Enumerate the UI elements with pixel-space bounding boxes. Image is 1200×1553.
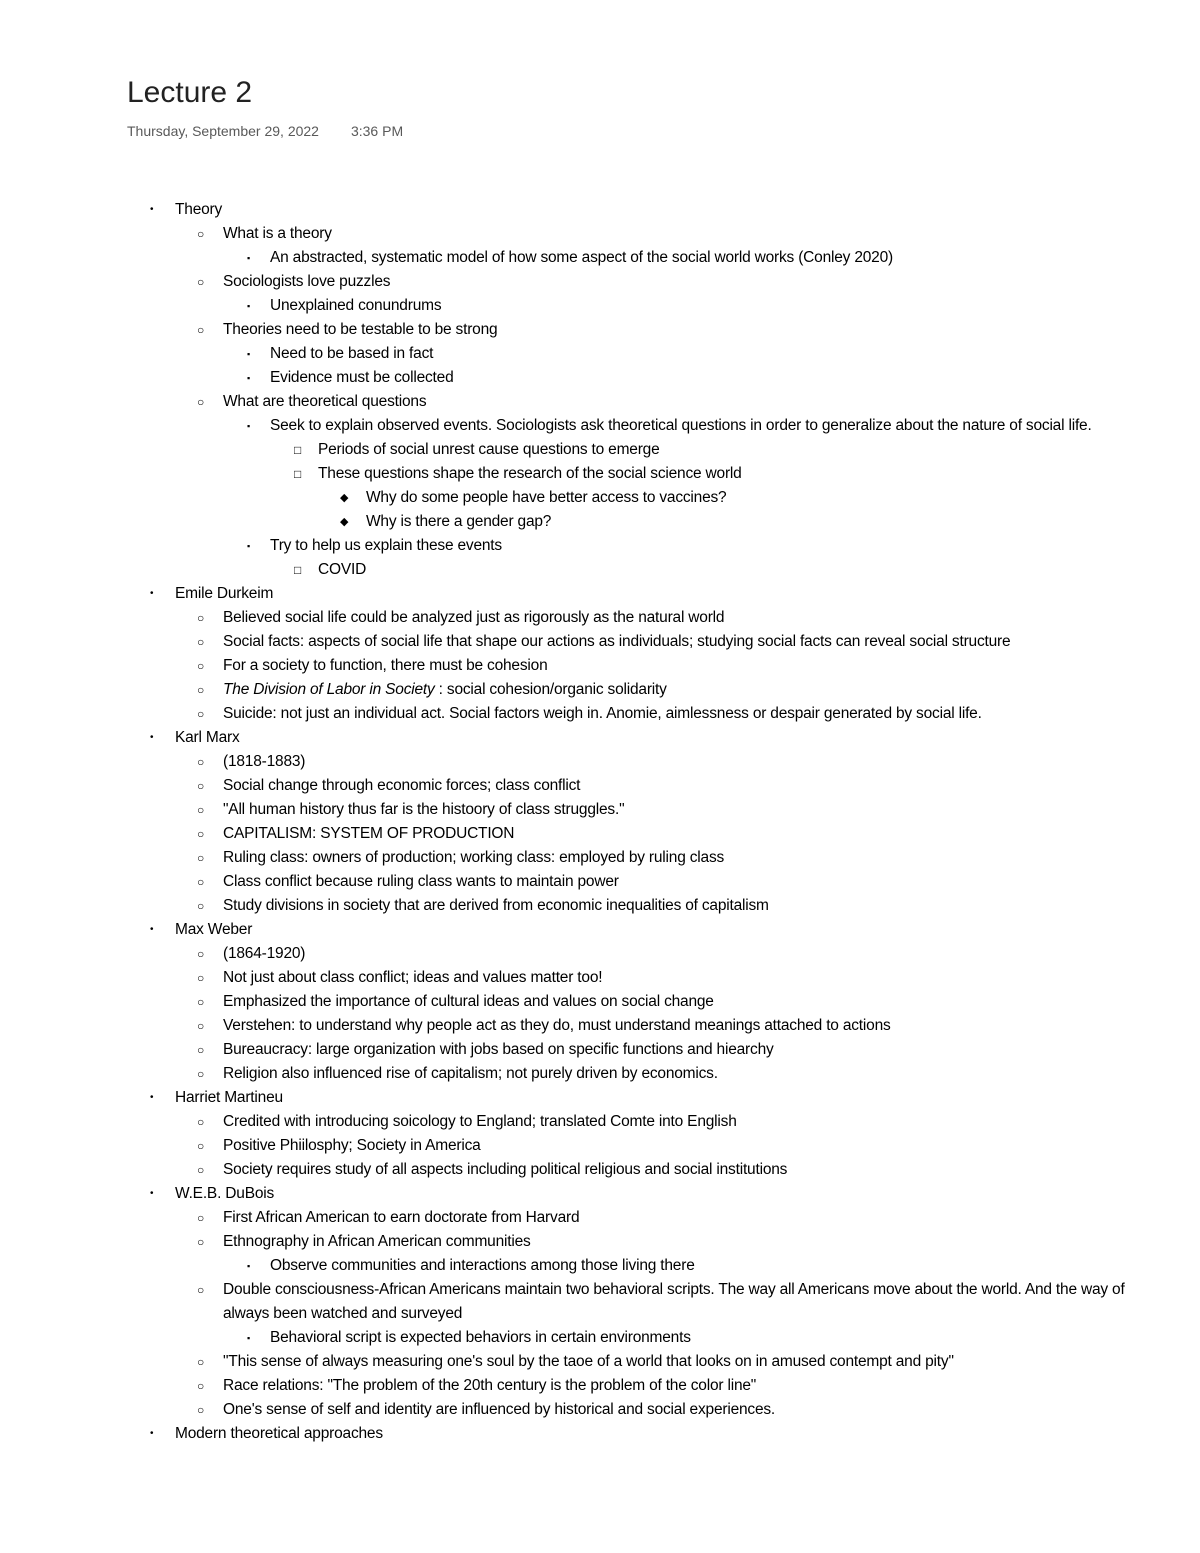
- outline-item-text: One's sense of self and identity are influenced by historical and social experiences.: [223, 1401, 776, 1418]
- bullet-icon: ○: [197, 1019, 205, 1033]
- outline-item: [0, 1110, 1200, 1134]
- outline-item: [0, 534, 1200, 558]
- bullet-icon: ◆: [340, 492, 349, 504]
- outline-item: [0, 750, 1200, 774]
- outline-item-text: Credited with introducing soicology to England; translated Comte into English: [223, 1113, 737, 1130]
- bullet-icon: ○: [197, 971, 205, 985]
- outline-item: [0, 1158, 1200, 1182]
- bullet-icon: ○: [197, 683, 205, 697]
- outline-item-text: Periods of social unrest cause questions to emerge: [318, 441, 660, 458]
- outline-item-text: Social facts: aspects of social life that shape our actions as individuals; studying social facts can reveal social structure: [223, 633, 1011, 650]
- bullet-icon: ○: [197, 1355, 205, 1369]
- outline-item-text: Bureaucracy: large organization with jobs based on specific functions and hiearchy: [223, 1041, 774, 1058]
- outline-item-text: Seek to explain observed events. Sociologists ask theoretical questions in order to generalize about the nature of social life.: [270, 417, 1092, 434]
- bullet-icon: ○: [197, 755, 205, 769]
- outline-item-text: Observe communities and interactions among those living there: [270, 1257, 695, 1274]
- outline-item: [0, 1062, 1200, 1086]
- outline-item-text: Ethnography in African American communities: [223, 1233, 531, 1250]
- bullet-icon: ○: [197, 1235, 205, 1249]
- bullet-icon: ▪: [247, 253, 250, 263]
- outline-item-text: Behavioral script is expected behaviors in certain environments: [270, 1329, 691, 1346]
- outline-item: [0, 414, 1165, 438]
- outline-item-text: Not just about class conflict; ideas and values matter too!: [223, 969, 603, 986]
- bullet-icon: ○: [197, 779, 205, 793]
- bullet-icon: ▪: [247, 541, 250, 551]
- outline-item-text: Max Weber: [175, 921, 253, 938]
- outline-item: [0, 1398, 1200, 1422]
- bullet-icon: ○: [197, 1163, 205, 1177]
- outline-item: [0, 1230, 1200, 1254]
- outline-item: [0, 390, 1200, 414]
- outline-item: [0, 630, 1200, 654]
- bullet-icon: •: [150, 732, 154, 743]
- outline-item: [0, 702, 1200, 726]
- outline-item-text: Society requires study of all aspects including political religious and social institutions: [223, 1161, 788, 1178]
- outline-item-text: "All human history thus far is the histoory of class struggles.": [223, 801, 625, 818]
- outline-item-text: Emphasized the importance of cultural ideas and values on social change: [223, 993, 714, 1010]
- bullet-icon: ○: [197, 611, 205, 625]
- bullet-icon: ○: [197, 659, 205, 673]
- outline-item: [0, 1038, 1200, 1062]
- bullet-icon: ○: [197, 947, 205, 961]
- outline-item: [0, 438, 1200, 462]
- outline-item-text: Emile Durkeim: [175, 585, 274, 602]
- outline-item: [0, 606, 1200, 630]
- outline-item: [0, 942, 1200, 966]
- bullet-icon: ▪: [247, 301, 250, 311]
- outline-item: [0, 822, 1200, 846]
- bullet-icon: ○: [197, 635, 205, 649]
- bullet-icon: ○: [197, 1115, 205, 1129]
- outline-item-text: Race relations: "The problem of the 20th century is the problem of the color line": [223, 1377, 757, 1394]
- bullet-icon: ◆: [340, 516, 349, 528]
- outline-item: [0, 1374, 1200, 1398]
- bullet-icon: ○: [197, 1283, 205, 1297]
- outline-item: [0, 1182, 1200, 1206]
- bullet-icon: •: [150, 588, 154, 599]
- outline-item: [0, 558, 1200, 582]
- bullet-icon: □: [294, 563, 302, 577]
- note-outline: [0, 198, 1200, 1446]
- outline-item: [0, 318, 1200, 342]
- outline-item-text: What are theoretical questions: [223, 393, 427, 410]
- bullet-icon: •: [150, 1092, 154, 1103]
- outline-item-text: The Division of Labor in Society : social cohesion/organic solidarity: [223, 681, 667, 698]
- outline-item: [0, 1422, 1200, 1446]
- outline-item: [0, 870, 1200, 894]
- bullet-icon: ○: [197, 1211, 205, 1225]
- outline-item-text: Religion also influenced rise of capitalism; not purely driven by economics.: [223, 1065, 718, 1082]
- outline-item-text: Try to help us explain these events: [270, 537, 502, 554]
- outline-item-text: Theory: [175, 201, 223, 218]
- outline-item-text: Unexplained conundrums: [270, 297, 442, 314]
- outline-item: [0, 1278, 1173, 1326]
- outline-item-text: Evidence must be collected: [270, 369, 454, 386]
- bullet-icon: •: [150, 924, 154, 935]
- outline-item: [0, 1326, 1200, 1350]
- outline-item: [0, 1014, 1200, 1038]
- outline-item-text: These questions shape the research of the social science world: [318, 465, 742, 482]
- outline-item-text: For a society to function, there must be cohesion: [223, 657, 548, 674]
- outline-item: [0, 774, 1200, 798]
- bullet-icon: •: [150, 1188, 154, 1199]
- bullet-icon: ○: [197, 1379, 205, 1393]
- bullet-icon: ▪: [247, 349, 250, 359]
- bullet-icon: ○: [197, 803, 205, 817]
- bullet-icon: ○: [197, 323, 205, 337]
- bullet-icon: □: [294, 443, 302, 457]
- bullet-icon: ○: [197, 995, 205, 1009]
- outline-item-text: Modern theoretical approaches: [175, 1425, 383, 1442]
- outline-item: [0, 222, 1200, 246]
- bullet-icon: •: [150, 1428, 154, 1439]
- note-metadata: [127, 121, 403, 141]
- bullet-icon: ○: [197, 1139, 205, 1153]
- outline-item: [0, 1350, 1200, 1374]
- outline-item-text: Verstehen: to understand why people act as they do, must understand meanings attached to actions: [223, 1017, 891, 1034]
- note-time: 3:36 PM: [350, 123, 404, 139]
- outline-item-text: Believed social life could be analyzed just as rigorously as the natural world: [223, 609, 725, 626]
- outline-item: [0, 582, 1200, 606]
- outline-item: [0, 294, 1200, 318]
- bullet-icon: ○: [197, 827, 205, 841]
- outline-item-text: W.E.B. DuBois: [175, 1185, 275, 1202]
- bullet-icon: ○: [197, 899, 205, 913]
- bullet-icon: □: [294, 467, 302, 481]
- bullet-icon: ○: [197, 1067, 205, 1081]
- outline-item-text: What is a theory: [223, 225, 332, 242]
- bullet-icon: ▪: [247, 421, 250, 431]
- outline-item: [0, 462, 1200, 486]
- bullet-icon: ○: [197, 851, 205, 865]
- outline-item-text: Sociologists love puzzles: [223, 273, 391, 290]
- bullet-icon: ○: [197, 707, 205, 721]
- bullet-icon: ○: [197, 395, 205, 409]
- outline-item-text: Double consciousness-African Americans maintain two behavioral scripts. The way all Americans move about the world. And the way of always been watched and surveyed: [223, 1281, 1125, 1322]
- outline-item-text: Ruling class: owners of production; working class: employed by ruling class: [223, 849, 725, 866]
- outline-item-text: First African American to earn doctorate from Harvard: [223, 1209, 580, 1226]
- outline-item: [0, 486, 1200, 510]
- bullet-icon: ○: [197, 1403, 205, 1417]
- outline-item-text: CAPITALISM: SYSTEM OF PRODUCTION: [223, 825, 515, 842]
- bullet-icon: ○: [197, 875, 205, 889]
- outline-item-text: Positive Phiilosphy; Society in America: [223, 1137, 481, 1154]
- bullet-icon: ▪: [247, 373, 250, 383]
- outline-item-text: Need to be based in fact: [270, 345, 434, 362]
- outline-item: [0, 342, 1200, 366]
- outline-item: [0, 894, 1200, 918]
- outline-item: [0, 918, 1200, 942]
- outline-item-text: Theories need to be testable to be strong: [223, 321, 498, 338]
- outline-item-text: Class conflict because ruling class wants to maintain power: [223, 873, 619, 890]
- outline-item: [0, 654, 1200, 678]
- bullet-icon: ○: [197, 275, 205, 289]
- outline-item: [0, 966, 1200, 990]
- outline-item: [0, 366, 1200, 390]
- outline-item-text: (1864-1920): [223, 945, 306, 962]
- outline-item-text: Harriet Martineu: [175, 1089, 283, 1106]
- outline-item: [0, 510, 1200, 534]
- outline-item: [0, 1086, 1200, 1110]
- outline-item: [0, 678, 1200, 702]
- outline-item: [0, 1254, 1200, 1278]
- outline-item-text: Study divisions in society that are derived from economic inequalities of capitalism: [223, 897, 769, 914]
- outline-item: [0, 1134, 1200, 1158]
- outline-item-text: Why do some people have better access to vaccines?: [366, 489, 727, 506]
- outline-item: [0, 198, 1200, 222]
- outline-item-text: (1818-1883): [223, 753, 306, 770]
- bullet-icon: ○: [197, 227, 205, 241]
- bullet-icon: ▪: [247, 1261, 250, 1271]
- outline-item: [0, 798, 1200, 822]
- outline-item-text: Why is there a gender gap?: [366, 513, 552, 530]
- outline-item: [0, 1206, 1200, 1230]
- outline-item-text: Social change through economic forces; class conflict: [223, 777, 581, 794]
- outline-item-text: "This sense of always measuring one's soul by the taoe of a world that looks on in amused contempt and pity": [223, 1353, 954, 1370]
- bullet-icon: ▪: [247, 1333, 250, 1343]
- outline-item-text: Suicide: not just an individual act. Social factors weigh in. Anomie, aimlessness or despair generated by social life.: [223, 705, 982, 722]
- bullet-icon: •: [150, 204, 154, 215]
- outline-item-text: COVID: [318, 561, 367, 578]
- note-date: Thursday, September 29, 2022: [127, 123, 319, 139]
- outline-item: [0, 990, 1200, 1014]
- outline-item-text: An abstracted, systematic model of how some aspect of the social world works (Conley 2020): [270, 249, 893, 266]
- page-title: Lecture 2: [127, 76, 253, 109]
- bullet-icon: ○: [197, 1043, 205, 1057]
- outline-item: [0, 270, 1200, 294]
- book-title: The Division of Labor in Society: [223, 681, 435, 698]
- outline-item: [0, 846, 1200, 870]
- outline-item-text: Karl Marx: [175, 729, 240, 746]
- outline-item: [0, 726, 1200, 750]
- outline-item: [0, 246, 1200, 270]
